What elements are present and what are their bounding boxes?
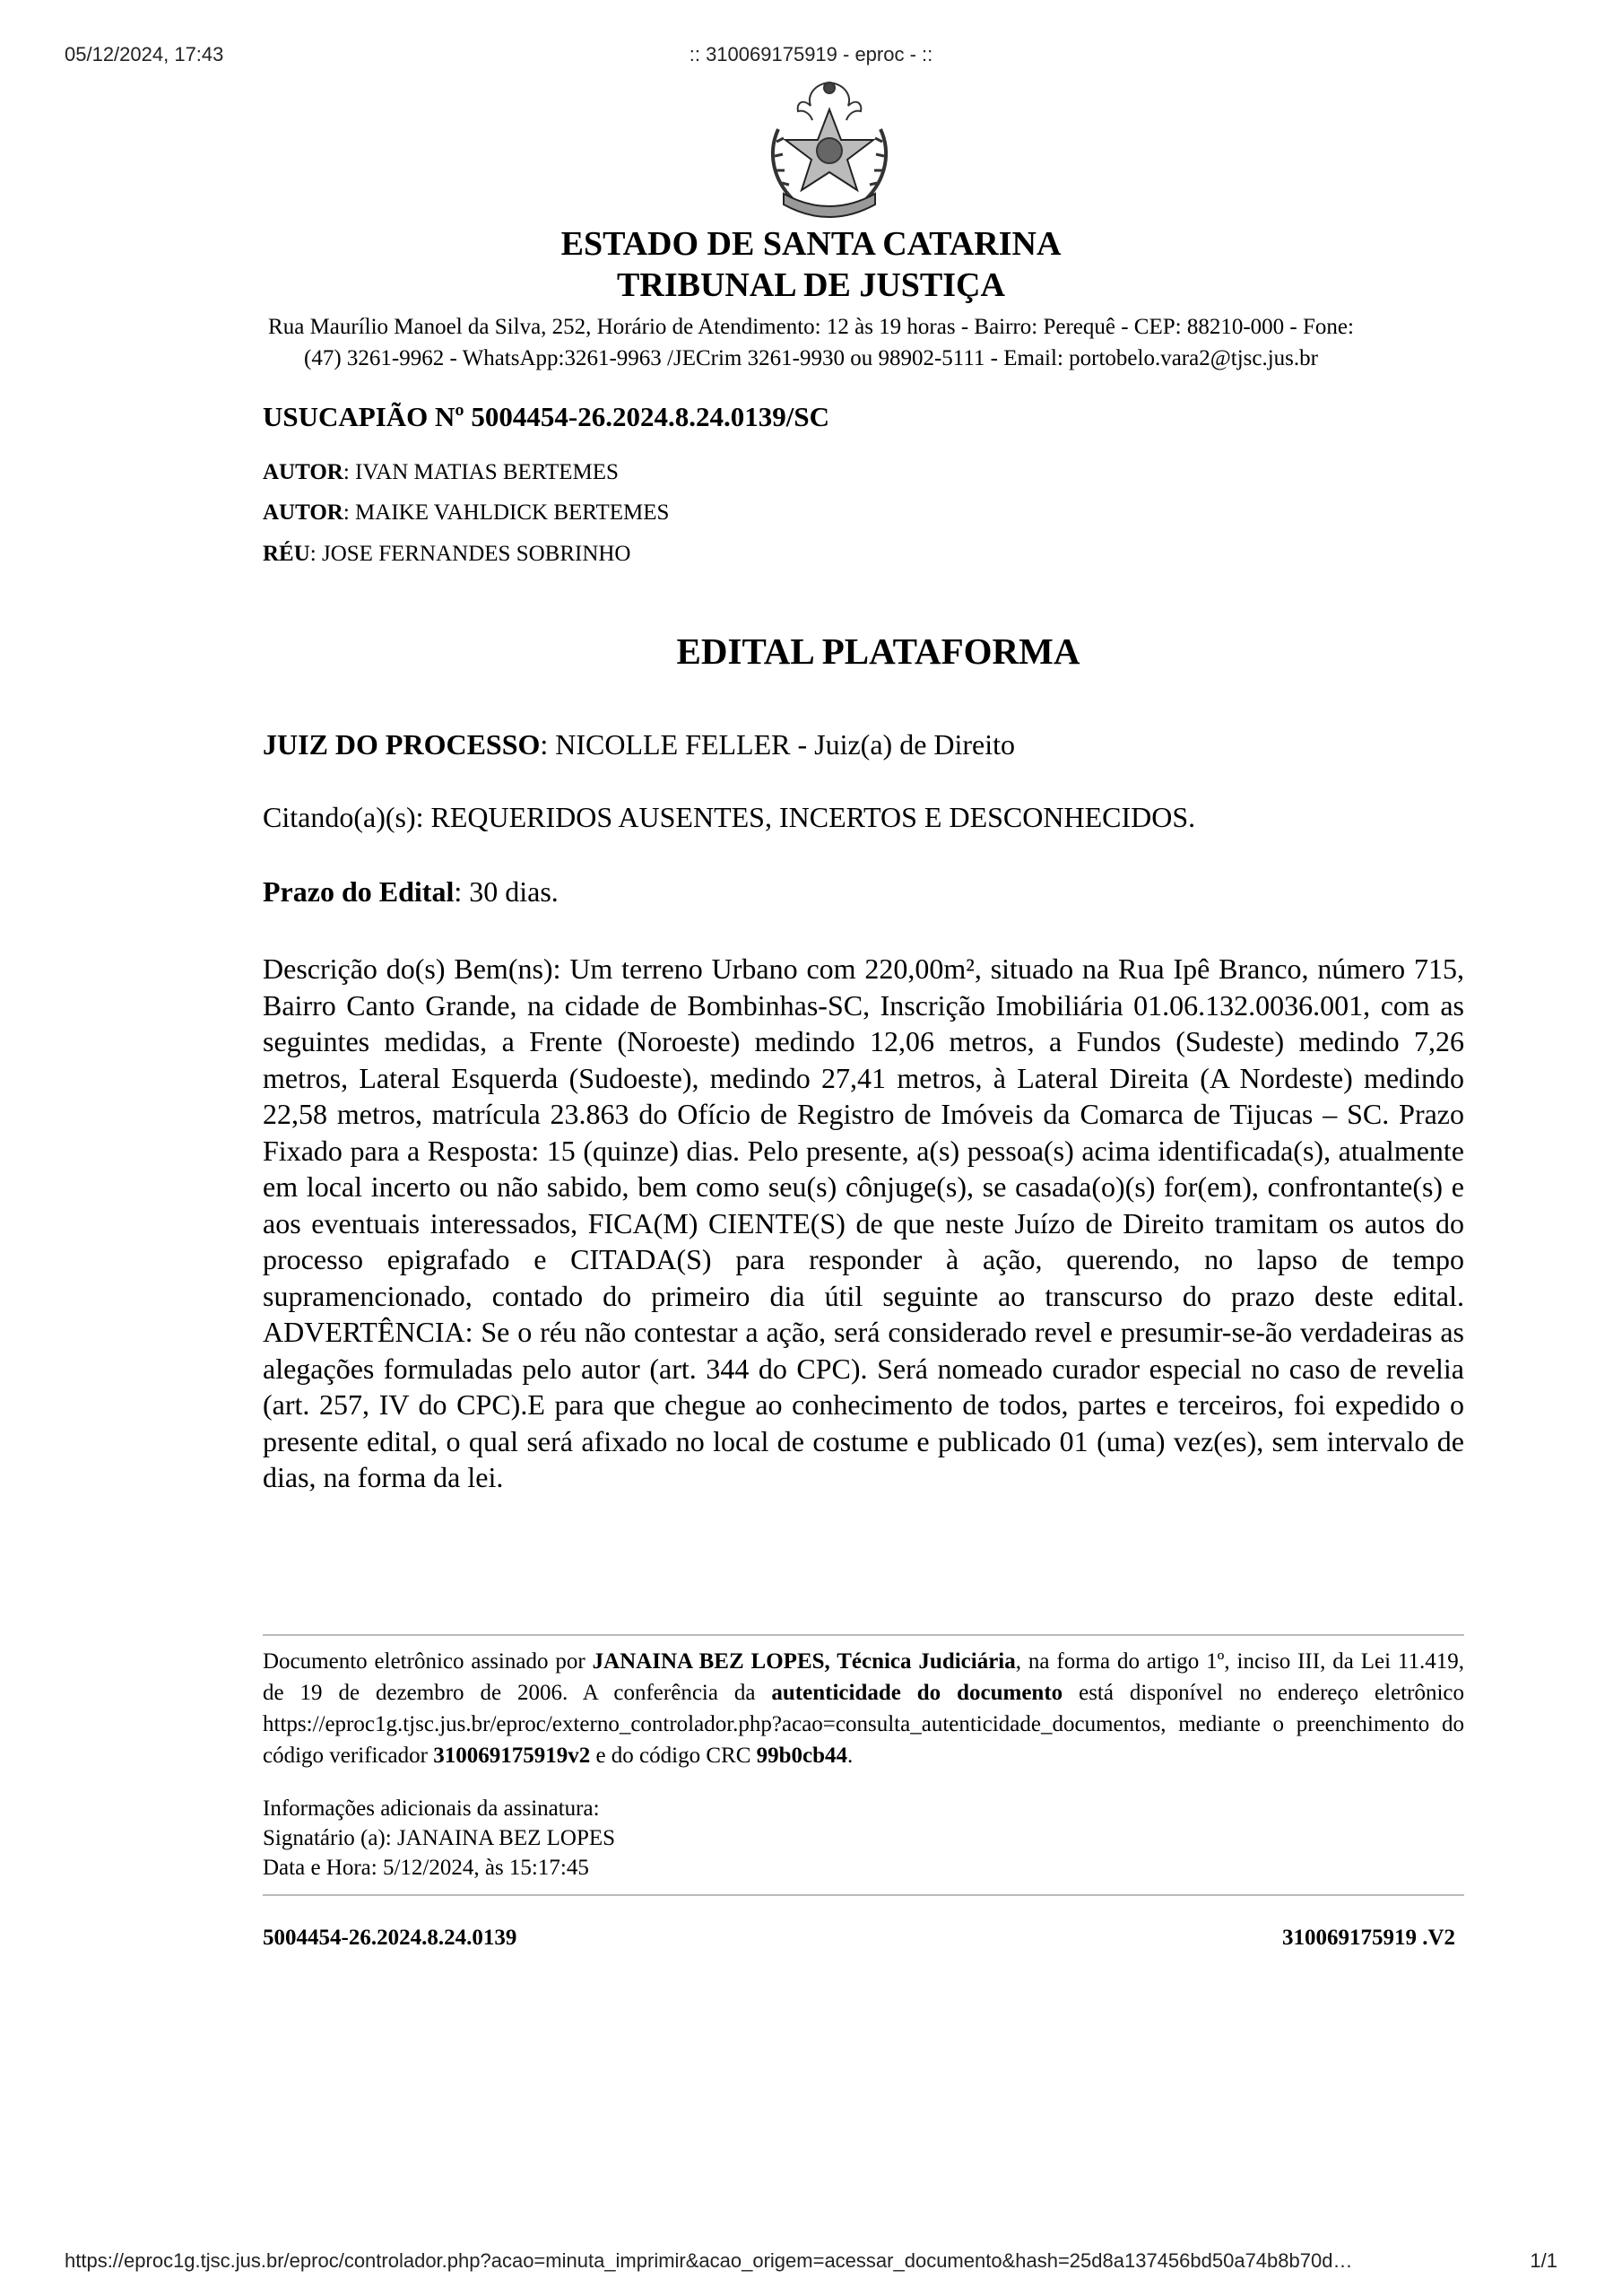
prazo-value: : 30 dias. <box>454 875 559 908</box>
signature-datetime: Data e Hora: 5/12/2024, às 15:17:45 <box>263 1856 589 1880</box>
signature-text: e do código CRC <box>590 1744 757 1768</box>
address-line-1: Rua Maurílio Manoel da Silva, 252, Horário de Atendimento: 12 às 19 horas - Bairro: Perequê - CEP: 88210-000 - Fone: <box>268 315 1354 339</box>
signature-statement <box>263 1646 1464 1771</box>
edital-title: EDITAL PLATAFORMA <box>676 631 1080 672</box>
judge-line <box>263 728 1464 761</box>
santa-catarina-coat-of-arms-icon <box>760 75 898 219</box>
signature-text: está disponível no endereço eletrônico https://eproc1g.tjsc.jus.br/eproc/externo_controlador.php?acao=consulta_autenticidade_documentos, mediante o preenchimento do código verificador <box>263 1681 1464 1768</box>
court-heading: TRIBUNAL DE JUSTIÇA <box>617 266 1005 304</box>
crc-code: 99b0cb44 <box>756 1744 848 1768</box>
party-line <box>263 460 1464 485</box>
footer-document-id: 310069175919 .V2 <box>1281 1926 1455 1950</box>
party-role: AUTOR <box>263 500 343 525</box>
signature-info-label: Informações adicionais da assinatura: <box>263 1796 600 1821</box>
signature-text: Documento eletrônico assinado por <box>263 1649 593 1674</box>
print-datetime: 05/12/2024, 17:43 <box>65 43 224 65</box>
footer-process-id: 5004454-26.2024.8.24.0139 <box>263 1926 517 1950</box>
judge-label: JUIZ DO PROCESSO <box>263 728 541 761</box>
party-name: : IVAN MATIAS BERTEMES <box>343 460 619 484</box>
address-line-2: (47) 3261-9962 - WhatsApp:3261-9963 /JECrim 3261-9930 ou 98902-5111 - Email: portobelo.vara2@tjsc.jus.br <box>304 346 1318 370</box>
prazo-line <box>263 875 1464 909</box>
party-role: RÉU <box>263 542 310 566</box>
divider <box>263 1634 1464 1636</box>
signer-name: JANAINA BEZ LOPES, Técnica Judiciária <box>592 1649 1016 1674</box>
signature-text: , na forma do artigo 1º, inciso III, da Lei 11.419, de 19 de dezembro de 2006. A conferência da <box>263 1649 1465 1705</box>
party-line <box>263 542 1464 567</box>
page-count: 1/1 <box>1530 2249 1557 2272</box>
party-name: : MAIKE VAHLDICK BERTEMES <box>343 500 670 525</box>
signature-text: . <box>847 1744 854 1768</box>
edital-description: Descrição do(s) Bem(ns): Um terreno Urbano com 220,00m², situado na Rua Ipê Branco, número 715, Bairro Canto Grande, na cidade de Bombinhas-SC, Inscrição Imobiliária 01.06.132.0036.001, com as seguintes medidas, a Frente (Noroeste) medindo 12,06 metros, a Fundos (Sudeste) medindo 7,26 metros, Lateral Esquerda (Sudoeste), medindo 27,41 metros, à Lateral Direita (A Nordeste) medindo 22,58 metros, matrícula 23.863 do Ofício de Registro de Imóveis da Comarca de Tijucas – SC. Prazo Fixado para a Resposta: 15 (quinze) dias. Pelo presente, a(s) pessoa(s) acima identificada(s), atualmente em local incerto ou não sabido, bem como seu(s) cônjuge(s), se casada(o)(s) for(em), confrontante(s) e aos eventuais interessados, FICA(M) CIENTE(S) de que neste Juízo de Direito tramitam os autos do processo epigrafado e CITADA(S) para responder à ação, querendo, no lapso de tempo supramencionado, contado do primeiro dia útil seguinte ao transcurso do prazo deste edital. ADVERTÊNCIA: Se o réu não contestar a ação, será considerado revel e presumir-se-ão verdadeiras as alegações formuladas pelo autor (art. 344 do CPC). Será nomeado curador especial no caso de revelia (art. 257, IV do CPC).E para que chegue ao conhecimento de todos, partes e terceiros, foi expedido o presente edital, o qual será afixado no local de costume e publicado 01 (uma) vez(es), sem intervalo de dias, na forma da lei. <box>263 952 1464 1493</box>
divider <box>263 1894 1464 1896</box>
signatory: Signatário (a): JANAINA BEZ LOPES <box>263 1826 616 1850</box>
judge-value: : NICOLLE FELLER - Juiz(a) de Direito <box>540 728 1016 761</box>
state-heading: ESTADO DE SANTA CATARINA <box>560 225 1062 263</box>
court-address <box>251 311 1371 374</box>
citando-line: Citando(a)(s): REQUERIDOS AUSENTES, INCERTOS E DESCONHECIDOS. <box>263 801 1196 833</box>
authenticity-label: autenticidade do documento <box>771 1681 1063 1705</box>
party-role: AUTOR <box>263 460 343 484</box>
print-url: https://eproc1g.tjsc.jus.br/eproc/controlador.php?acao=minuta_imprimir&acao_origem=acessar_documento&hash=25d8a137456bd50a74b8b70d… <box>65 2249 1353 2272</box>
party-name: : JOSE FERNANDES SOBRINHO <box>309 542 631 566</box>
party-line <box>263 500 1464 526</box>
process-number: USUCAPIÃO Nº 5004454-26.2024.8.24.0139/SC <box>263 401 829 432</box>
print-page-title: :: 310069175919 - eproc - :: <box>689 43 933 65</box>
verifier-code: 310069175919v2 <box>433 1744 591 1768</box>
prazo-label: Prazo do Edital <box>263 875 455 908</box>
